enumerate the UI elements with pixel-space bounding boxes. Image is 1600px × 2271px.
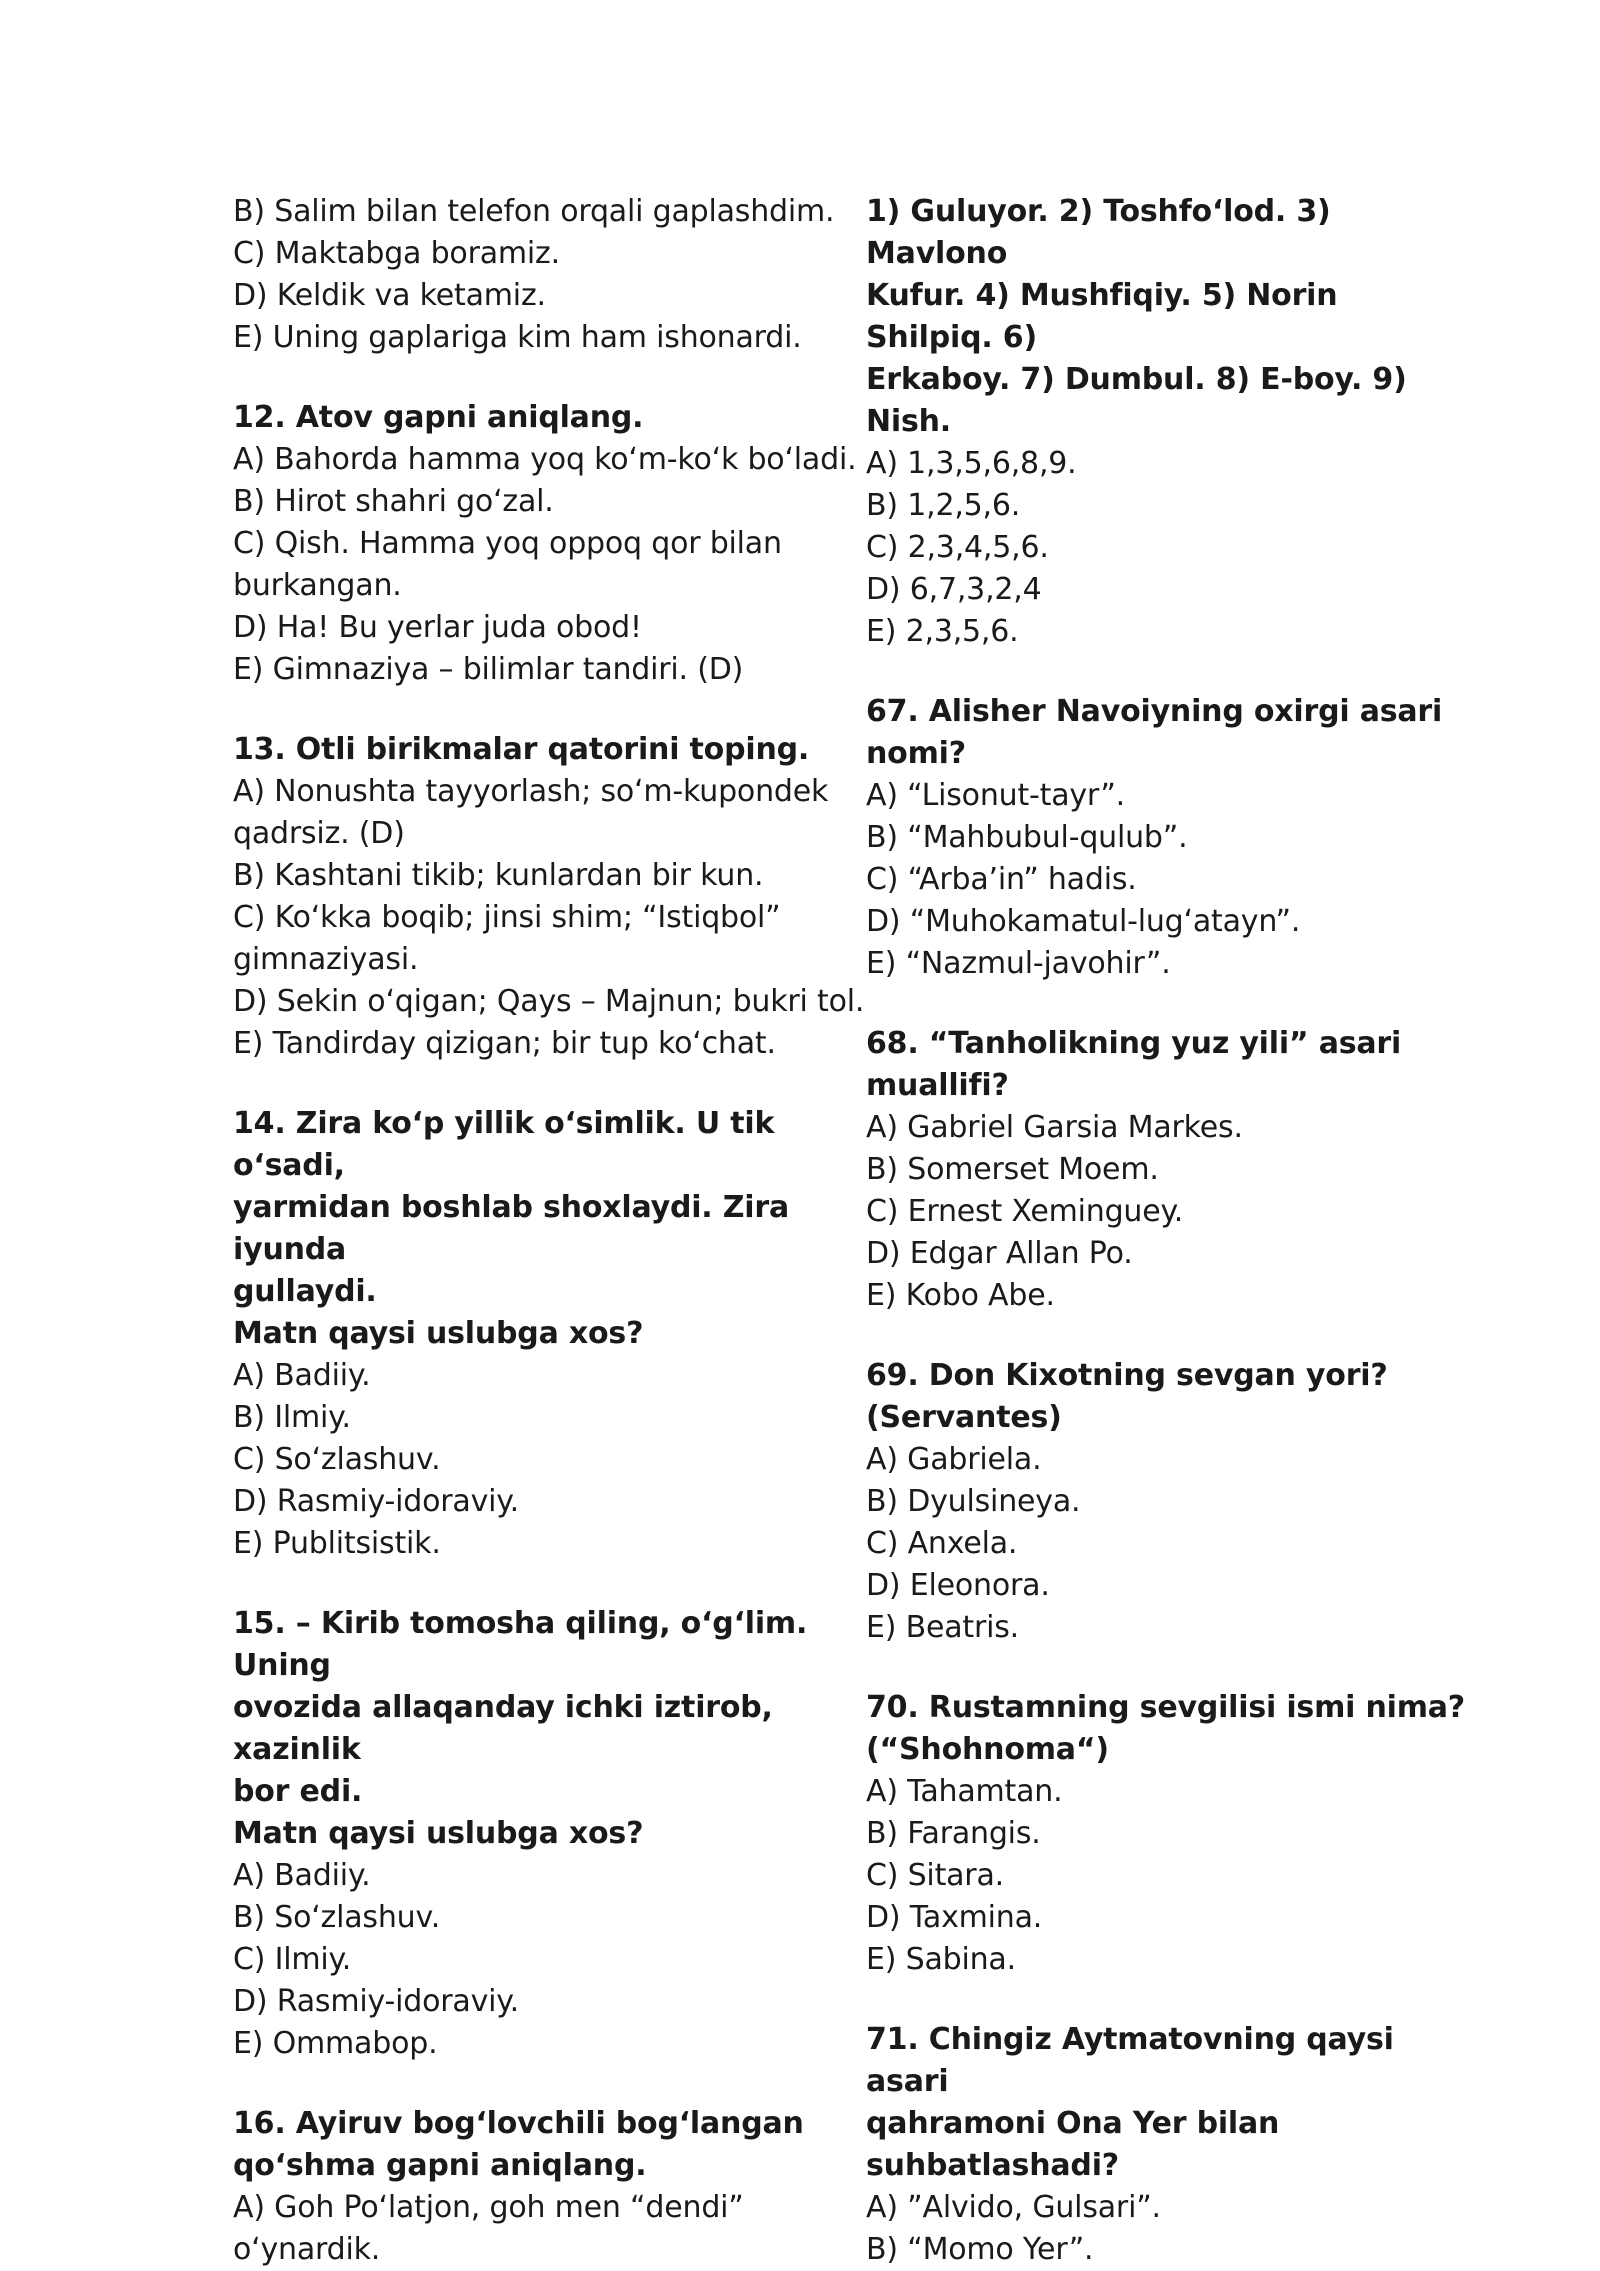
answer-option: C) Ilmiy.	[233, 1942, 352, 1977]
answer-option: A) ”Alvido, Gulsari”.	[866, 2190, 1161, 2225]
answer-option: D) Sekin o‘qigan; Qays – Majnun; bukri tol.	[233, 984, 865, 1019]
answer-option: E) “Nazmul-javohir”.	[866, 946, 1171, 981]
question-block-q15	[233, 1603, 869, 2065]
answer-option: C) Qish. Hamma yoq oppoq qor bilan	[233, 526, 782, 561]
question-text: Matn qaysi uslubga xos?	[233, 1316, 644, 1351]
answer-option: C) Ko‘kka boqib; jinsi shim; “Istiqbol”	[233, 900, 781, 935]
answer-option: B) “Mahbubul-qulub”.	[866, 820, 1188, 855]
question-text: Matn qaysi uslubga xos?	[233, 1816, 644, 1851]
answer-option: E) Uning gaplariga kim ham ishonardi.	[233, 320, 802, 355]
question-text: 16. Ayiruv bog‘lovchili bog‘langan	[233, 2106, 804, 2141]
answer-option: C) “Arba’in” hadis.	[866, 862, 1137, 897]
question-text: Kufur. 4) Mushfiqiy. 5) Norin Shilpiq. 6)	[866, 278, 1348, 355]
answer-option: A) Goh Po‘latjon, goh men “dendi”	[233, 2190, 744, 2225]
answer-option: A) Bahorda hamma yoq ko‘m-ko‘k bo‘ladi.	[233, 442, 857, 477]
answer-option: o‘ynardik.	[233, 2232, 381, 2267]
question-text: 68. “Tanholikning yuz yili” asari	[866, 1026, 1402, 1061]
question-text: 71. Chingiz Aytmatovning qaysi asari	[866, 2022, 1404, 2099]
question-block-q12	[233, 397, 869, 691]
answer-option: E) Publitsistik.	[233, 1526, 441, 1561]
question-block-q69	[866, 1355, 1466, 1649]
answer-option: E) 2,3,5,6.	[866, 614, 1019, 649]
answer-option: D) Rasmiy-idoraviy.	[233, 1484, 519, 1519]
question-text: yarmidan boshlab shoxlaydi. Zira iyunda	[233, 1190, 800, 1267]
answer-option: E) Gimnaziya – bilimlar tandiri. (D)	[233, 652, 744, 687]
question-text: 13. Otli birikmalar qatorini toping.	[233, 732, 810, 767]
question-text: muallifi?	[866, 1068, 1009, 1103]
answer-option: D) “Muhokamatul-lug‘atayn”.	[866, 904, 1301, 939]
question-text: suhbatlashadi?	[866, 2148, 1119, 2183]
answer-option: D) Taxmina.	[866, 1900, 1043, 1935]
answer-option: C) So‘zlashuv.	[233, 1442, 441, 1477]
question-block-q68	[866, 1023, 1466, 1317]
question-block-q13	[233, 729, 869, 1065]
answer-option: B) Dyulsineya.	[866, 1484, 1081, 1519]
question-text: 15. – Kirib tomosha qiling, o‘g‘lim. Uning	[233, 1606, 818, 1683]
right-column	[866, 191, 1466, 2271]
question-text: 67. Alisher Navoiyning oxirgi asari	[866, 694, 1443, 729]
answer-option: D) Edgar Allan Po.	[866, 1236, 1133, 1271]
left-column	[233, 191, 869, 2271]
answer-option: A) Gabriel Garsia Markes.	[866, 1110, 1243, 1145]
answer-option: qadrsiz. (D)	[233, 816, 405, 851]
answer-option: D) 6,7,3,2,4	[866, 572, 1042, 607]
question-text: gullaydi.	[233, 1274, 377, 1309]
answer-option: gimnaziyasi.	[233, 942, 419, 977]
question-block-q11-tail	[233, 191, 869, 359]
question-text: ovozida allaqanday ichki iztirob, xazinlik	[233, 1690, 784, 1767]
answer-option: B) 1,2,5,6.	[866, 488, 1021, 523]
question-text: 70. Rustamning sevgilisi ismi nima?	[866, 1690, 1466, 1725]
answer-option: E) Tandirday qizigan; bir tup ko‘chat.	[233, 1026, 776, 1061]
question-text: 1) Guluyor. 2) Toshfo‘lod. 3) Mavlono	[866, 194, 1341, 271]
answer-option: B) “Momo Yer”.	[866, 2232, 1094, 2267]
question-text: bor edi.	[233, 1774, 363, 1809]
question-text: Erkaboy. 7) Dumbul. 8) E-boy. 9) Nish.	[866, 362, 1417, 439]
question-text: 12. Atov gapni aniqlang.	[233, 400, 644, 435]
question-block-q71	[866, 2019, 1466, 2271]
question-text: nomi?	[866, 736, 966, 771]
question-text: qahramoni Ona Yer bilan	[866, 2106, 1280, 2141]
answer-option: B) Ilmiy.	[233, 1400, 351, 1435]
answer-option: B) Kashtani tikib; kunlardan bir kun.	[233, 858, 764, 893]
question-block-q66-tail	[866, 191, 1466, 653]
answer-option: A) Badiiy.	[233, 1858, 371, 1893]
question-text: qo‘shma gapni aniqlang.	[233, 2148, 647, 2183]
answer-option: A) Gabriela.	[866, 1442, 1042, 1477]
answer-option: D) Keldik va ketamiz.	[233, 278, 546, 313]
answer-option: A) Nonushta tayyorlash; so‘m-kupondek	[233, 774, 829, 809]
answer-option: B) Farangis.	[866, 1816, 1041, 1851]
question-block-q70	[866, 1687, 1466, 1981]
answer-option: C) Maktabga boramiz.	[233, 236, 560, 271]
answer-option: B) Somerset Moem.	[866, 1152, 1159, 1187]
answer-option: A) “Lisonut-tayr”.	[866, 778, 1126, 813]
answer-option: E) Sabina.	[866, 1942, 1016, 1977]
answer-option: E) Ommabop.	[233, 2026, 438, 2061]
question-text: 69. Don Kixotning sevgan yori?	[866, 1358, 1388, 1393]
answer-option: A) Tahamtan.	[866, 1774, 1063, 1809]
answer-option: B) Hirot shahri go‘zal.	[233, 484, 554, 519]
answer-option: B) Salim bilan telefon orqali gaplashdim.	[233, 194, 835, 229]
question-text: (“Shohnoma“)	[866, 1732, 1109, 1767]
answer-option: B) So‘zlashuv.	[233, 1900, 441, 1935]
question-text: 14. Zira ko‘p yillik o‘simlik. U tik o‘sadi,	[233, 1106, 785, 1183]
question-block-q14	[233, 1103, 869, 1565]
question-block-q67	[866, 691, 1466, 985]
answer-option: C) Sitara.	[866, 1858, 1004, 1893]
answer-option: C) Ernest Xeminguey.	[866, 1194, 1184, 1229]
answer-option: burkangan.	[233, 568, 402, 603]
answer-option: C) Anxela.	[866, 1526, 1018, 1561]
answer-option: E) Beatris.	[866, 1610, 1020, 1645]
answer-option: D) Ha! Bu yerlar juda obod!	[233, 610, 642, 645]
answer-option: D) Eleonora.	[866, 1568, 1050, 1603]
answer-option: A) 1,3,5,6,8,9.	[866, 446, 1077, 481]
answer-option: E) Kobo Abe.	[866, 1278, 1055, 1313]
answer-option: A) Badiiy.	[233, 1358, 371, 1393]
answer-option: D) Rasmiy-idoraviy.	[233, 1984, 519, 2019]
answer-option: C) 2,3,4,5,6.	[866, 530, 1049, 565]
question-text: (Servantes)	[866, 1400, 1062, 1435]
question-block-q16	[233, 2103, 869, 2271]
